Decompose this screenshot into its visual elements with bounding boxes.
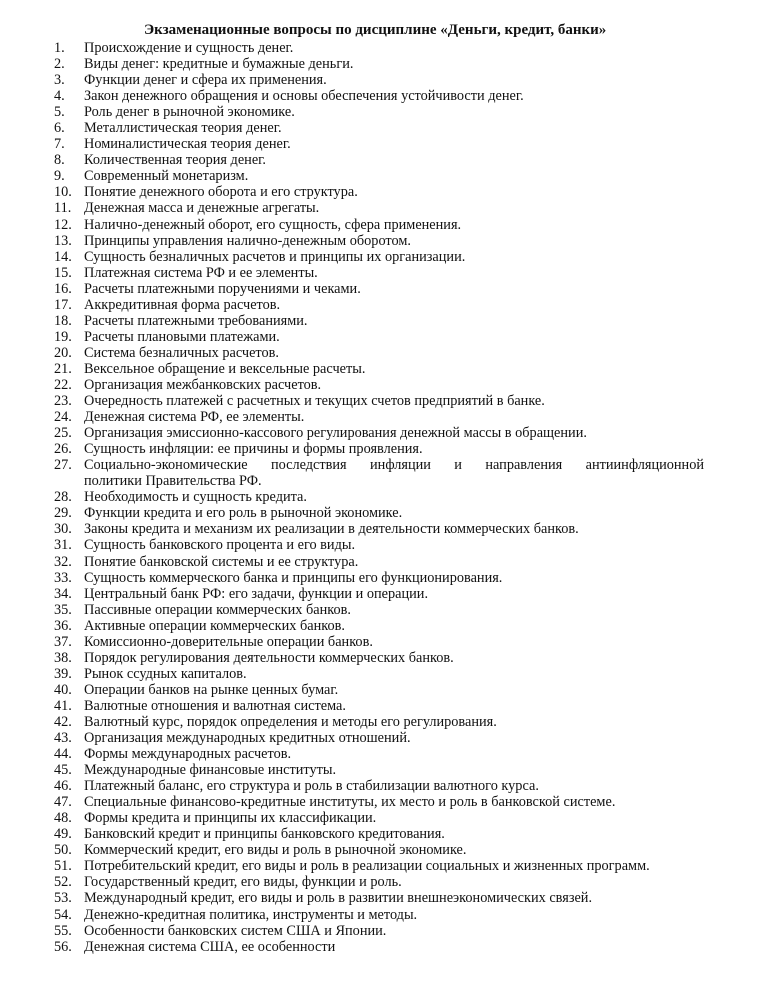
question-number: 30. [54, 521, 72, 538]
question-item [54, 457, 732, 489]
question-number: 28. [54, 489, 72, 506]
question-item [54, 746, 732, 762]
question-text: Сущность коммерческого банка и принципы его функционирования. [84, 569, 503, 586]
question-text: Необходимость и сущность кредита. [84, 489, 307, 506]
question-number: 25. [54, 425, 72, 442]
question-item [54, 56, 732, 72]
question-text: Металлистическая теория денег. [84, 120, 282, 137]
question-item [54, 361, 732, 377]
question-number: 26. [54, 441, 72, 458]
question-text: Денежная система РФ, ее элементы. [84, 409, 305, 426]
question-item [54, 200, 732, 216]
question-item [54, 602, 732, 618]
question-item [54, 794, 732, 810]
question-number: 33. [54, 569, 72, 586]
question-item [54, 377, 732, 393]
question-text: Организация международных кредитных отношений. [84, 730, 411, 747]
question-item [54, 618, 732, 634]
question-number: 16. [54, 280, 72, 297]
question-text: Понятие денежного оборота и его структура. [84, 184, 358, 201]
question-number: 52. [54, 874, 72, 891]
question-text: Банковский кредит и принципы банковского кредитования. [84, 826, 445, 843]
question-text: Виды денег: кредитные и бумажные деньги. [84, 56, 354, 73]
question-text: Современный монетаризм. [84, 168, 249, 185]
question-text: Пассивные операции коммерческих банков. [84, 601, 351, 618]
question-number: 35. [54, 601, 72, 618]
question-number: 39. [54, 665, 72, 682]
question-text: Сущность банковского процента и его виды. [84, 537, 356, 554]
question-text [84, 457, 704, 489]
question-text: Коммерческий кредит, его виды и роль в рыночной экономике. [84, 842, 467, 859]
question-text: Рынок ссудных капиталов. [84, 665, 247, 682]
question-item [54, 217, 732, 233]
question-text: Денежная масса и денежные агрегаты. [84, 200, 320, 217]
question-text: Особенности банковских систем США и Японии. [84, 922, 387, 939]
question-text: Потребительский кредит, его виды и роль в реализации социальных и жизненных программ. [84, 858, 650, 875]
question-number: 2. [54, 56, 65, 73]
question-number: 34. [54, 585, 72, 602]
question-item [54, 537, 732, 553]
question-number: 29. [54, 505, 72, 522]
question-number: 8. [54, 152, 65, 169]
question-text-line: политики Правительства РФ. [84, 473, 262, 490]
question-text: Функции денег и сфера их применения. [84, 72, 327, 89]
question-text: Функции кредита и его роль в рыночной экономике. [84, 505, 403, 522]
question-number: 49. [54, 826, 72, 843]
question-item [54, 730, 732, 746]
question-text: Роль денег в рыночной экономике. [84, 104, 295, 121]
question-text: Комиссионно-доверительные операции банков. [84, 633, 373, 650]
question-number: 53. [54, 890, 72, 907]
question-number: 27. [54, 457, 72, 474]
question-item [54, 682, 732, 698]
question-number: 1. [54, 40, 65, 56]
question-text: Денежная система США, ее особенности [84, 938, 336, 955]
question-item [54, 826, 732, 842]
question-text: Расчеты плановыми платежами. [84, 328, 280, 345]
question-item [54, 409, 732, 425]
question-text: Очередность платежей с расчетных и текущих счетов предприятий в банке. [84, 393, 545, 410]
question-text: Международный кредит, его виды и роль в развитии внешнеэкономических связей. [84, 890, 593, 907]
question-number: 46. [54, 778, 72, 795]
question-text: Порядок регулирования деятельности коммерческих банков. [84, 649, 454, 666]
question-text: Номиналистическая теория денег. [84, 136, 291, 153]
question-item [54, 345, 732, 361]
question-number: 15. [54, 264, 72, 281]
question-item [54, 554, 732, 570]
question-number: 48. [54, 810, 72, 827]
question-item [54, 810, 732, 826]
question-item [54, 40, 732, 56]
question-text: Аккредитивная форма расчетов. [84, 296, 281, 313]
question-number: 23. [54, 393, 72, 410]
question-number: 54. [54, 906, 72, 923]
question-number: 31. [54, 537, 72, 554]
question-number: 7. [54, 136, 65, 153]
question-item [54, 923, 732, 939]
question-number: 6. [54, 120, 65, 137]
question-item [54, 136, 732, 152]
question-text: Валютный курс, порядок определения и методы его регулирования. [84, 713, 497, 730]
question-text: Расчеты платежными поручениями и чеками. [84, 280, 361, 297]
question-text: Происхождение и сущность денег. [84, 40, 294, 56]
question-text: Государственный кредит, его виды, функции и роль. [84, 874, 402, 891]
question-item [54, 858, 732, 874]
question-text: Расчеты платежными требованиями. [84, 312, 308, 329]
question-number: 4. [54, 88, 65, 105]
question-number: 17. [54, 296, 72, 313]
question-text: Организация межбанковских расчетов. [84, 376, 322, 393]
question-item [54, 104, 732, 120]
question-item [54, 714, 732, 730]
question-number: 20. [54, 344, 72, 361]
question-item [54, 152, 732, 168]
question-number: 36. [54, 617, 72, 634]
question-text: Платежный баланс, его структура и роль в стабилизации валютного курса. [84, 778, 539, 795]
question-item [54, 249, 732, 265]
question-list [54, 40, 732, 955]
question-text: Платежная система РФ и ее элементы. [84, 264, 318, 281]
question-number: 5. [54, 104, 65, 121]
question-item [54, 281, 732, 297]
question-number: 18. [54, 312, 72, 329]
question-text: Вексельное обращение и вексельные расчеты. [84, 360, 366, 377]
question-item [54, 184, 732, 200]
question-text: Организация эмиссионно-кассового регулирования денежной массы в обращении. [84, 425, 587, 442]
question-text: Принципы управления налично-денежным оборотом. [84, 232, 411, 249]
question-text: Валютные отношения и валютная система. [84, 697, 346, 714]
question-number: 40. [54, 681, 72, 698]
question-item [54, 72, 732, 88]
question-text-line: Социально-экономические последствия инфляции и направления антиинфляционной [84, 457, 704, 474]
question-number: 42. [54, 713, 72, 730]
question-text: Формы международных расчетов. [84, 746, 292, 763]
question-item [54, 939, 732, 955]
question-text: Центральный банк РФ: его задачи, функции и операции. [84, 585, 429, 602]
question-number: 43. [54, 730, 72, 747]
question-number: 44. [54, 746, 72, 763]
question-text: Денежно-кредитная политика, инструменты и методы. [84, 906, 418, 923]
document-title: Экзаменационные вопросы по дисциплине «Деньги, кредит, банки» [144, 22, 607, 38]
question-item [54, 521, 732, 537]
question-text: Система безналичных расчетов. [84, 344, 279, 361]
question-item [54, 120, 732, 136]
question-item [54, 265, 732, 281]
question-item [54, 907, 732, 923]
question-number: 38. [54, 649, 72, 666]
question-item [54, 489, 732, 505]
question-item [54, 505, 732, 521]
question-text: Формы кредита и принципы их классификации. [84, 810, 377, 827]
question-number: 56. [54, 938, 72, 955]
question-number: 21. [54, 360, 72, 377]
question-text: Сущность инфляции: ее причины и формы проявления. [84, 441, 423, 458]
question-item [54, 88, 732, 104]
question-text: Законы кредита и механизм их реализации в деятельности коммерческих банков. [84, 521, 579, 538]
question-item [54, 570, 732, 586]
question-number: 51. [54, 858, 72, 875]
question-number: 37. [54, 633, 72, 650]
question-number: 22. [54, 376, 72, 393]
question-number: 55. [54, 922, 72, 939]
question-number: 3. [54, 72, 65, 89]
question-number: 12. [54, 216, 72, 233]
question-item [54, 874, 732, 890]
question-text: Количественная теория денег. [84, 152, 266, 169]
question-item [54, 313, 732, 329]
question-item [54, 425, 732, 441]
question-item [54, 297, 732, 313]
question-item [54, 441, 732, 457]
question-number: 13. [54, 232, 72, 249]
question-text: Активные операции коммерческих банков. [84, 617, 345, 634]
question-number: 50. [54, 842, 72, 859]
question-item [54, 650, 732, 666]
question-item [54, 666, 732, 682]
question-number: 11. [54, 200, 72, 217]
question-item [54, 168, 732, 184]
question-item [54, 698, 732, 714]
question-text: Международные финансовые институты. [84, 762, 337, 779]
question-number: 47. [54, 794, 72, 811]
question-item [54, 329, 732, 345]
question-item [54, 890, 732, 906]
question-item [54, 393, 732, 409]
question-item [54, 233, 732, 249]
question-item [54, 762, 732, 778]
question-number: 45. [54, 762, 72, 779]
question-number: 10. [54, 184, 72, 201]
question-text: Операции банков на рынке ценных бумаг. [84, 681, 339, 698]
question-text: Понятие банковской системы и ее структура. [84, 553, 359, 570]
question-number: 24. [54, 409, 72, 426]
question-number: 9. [54, 168, 65, 185]
question-number: 14. [54, 248, 72, 265]
question-text: Сущность безналичных расчетов и принципы их организации. [84, 248, 466, 265]
question-text: Закон денежного обращения и основы обеспечения устойчивости денег. [84, 88, 524, 105]
question-item [54, 586, 732, 602]
question-item [54, 634, 732, 650]
question-item [54, 842, 732, 858]
question-text: Специальные финансово-кредитные институты, их место и роль в банковской системе. [84, 794, 616, 811]
question-text: Налично-денежный оборот, его сущность, сфера применения. [84, 216, 462, 233]
question-item [54, 778, 732, 794]
question-number: 41. [54, 697, 72, 714]
question-number: 19. [54, 328, 72, 345]
question-number: 32. [54, 553, 72, 570]
